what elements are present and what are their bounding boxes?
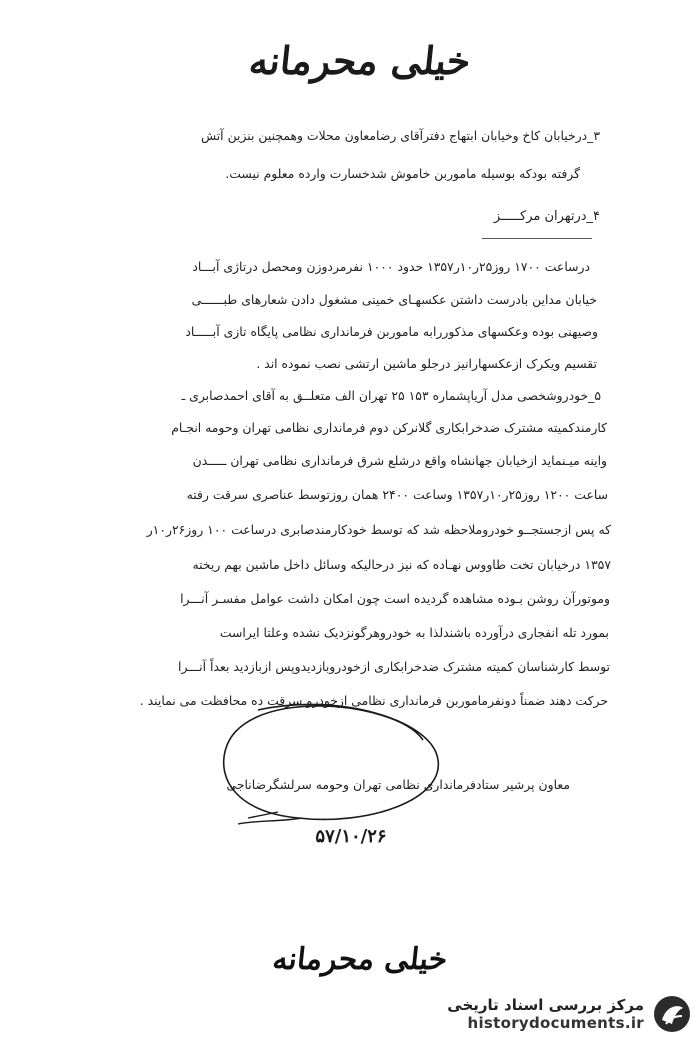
- date-handwritten: ۵۷/۱۰/۲۶: [315, 826, 387, 847]
- doc-line-2: گرفته بودکه بوسیله ماموربن خاموش شدخسارت وارده معلوم نیست.: [225, 166, 580, 181]
- doc-line-16: توسط کارشناسان کمیته مشترک ضدخرابکاری ازخودروبازدیدوپس ازبازدید بعداً آنـــرا: [178, 659, 610, 674]
- doc-line-10: واینه میـنماید ازخیابان جهانشاه واقع درشلع شرق فرمانداری نظامی تهران ـــــدن: [192, 453, 607, 468]
- archive-name: مرکز بررسی اسناد تاریخی: [447, 996, 644, 1014]
- signature-scribble: [218, 700, 446, 832]
- section-underline: [482, 238, 592, 239]
- doc-line-4: درساعت ۱۷۰۰ روز۲۵ر۱۰ر۱۳۵۷ حدود ۱۰۰۰ نفرمردوزن ومحصل درتاژی آبـــاد: [192, 259, 590, 274]
- doc-line-11: ساعت ۱۲۰۰ روز۲۵ر۱۰ر۱۳۵۷ وساعت ۲۴۰۰ همان روزتوسط عناصری سرقت رفته: [186, 487, 608, 502]
- doc-line-7: تقسیم ویکرک ازعکسهارانیز درجلو ماشین ارتشی نصب نموده اند .: [256, 356, 597, 371]
- doc-line-14: وموتورآن روشن بـوده مشاهده گردیده است چون امکان داشت عوامل مفسـر آنـــرا: [180, 591, 610, 606]
- signatory-line: معاون پرشیر ستادفرمانداری نظامی تهران وحومه سرلشگرضاناجی: [226, 777, 570, 792]
- doc-line-9: کارمندکمیته مشترک ضدخرابکاری گلانرکن دوم فرمانداری نظامی تهران وحومه انجـام: [171, 420, 607, 435]
- doc-line-13: ۱۳۵۷ درخیابان تخت طاووس نهـاده که نیز درحالیکه وسائل داخل ماشین بهم ریخته: [192, 557, 611, 572]
- doc-line-1: ۳_درخیابان کاخ وخیابان ابتهاج دفترآقای رضامعاون محلات وهمچنین بنزین آتش: [200, 128, 600, 143]
- archive-url: historydocuments.ir: [467, 1014, 644, 1032]
- doc-line-8: ۵_خودروشخصی مدل آریاپشماره ۱۵۳ ۲۵ تهران الف متعلــق به آقای احمدصابری ـ: [181, 388, 601, 403]
- doc-line-5: خیابان مداین بادرست داشتن عکسهـای خمینی مشغول دادن شعارهای طبــــــی: [191, 292, 597, 307]
- section-title-tehran: ۴_درتهران مرکـــــز: [493, 209, 600, 224]
- archive-watermark: [392, 989, 692, 1039]
- classification-heading-bottom: خیلی محرمانه: [270, 942, 450, 977]
- archive-logo-icon: [652, 994, 692, 1034]
- doc-line-12: که پس ازجستجــو خودروملاحظه شد که توسط خودکارمندصابری درساعت ۱۰۰ روز۲۶ر۱۰ر: [146, 522, 611, 537]
- doc-line-6: وصیهنی بوده وعکسهای مذکوررابه ماموربن فرمانداری نظامی پایگاه تازی آبـــــاد: [185, 324, 598, 339]
- doc-line-17: حرکت دهند ضمناً دونفرماموربن فرمانداری نظامی ازخودرو سرقت ده محافظت می نمایند .: [139, 693, 608, 708]
- doc-line-15: بمورد تله انفجاری درآورده باشندلذا به خودروهرگونزدیک نشده وعلتا ایراست: [219, 625, 609, 640]
- classification-heading-top: خیلی محرمانه: [247, 38, 473, 83]
